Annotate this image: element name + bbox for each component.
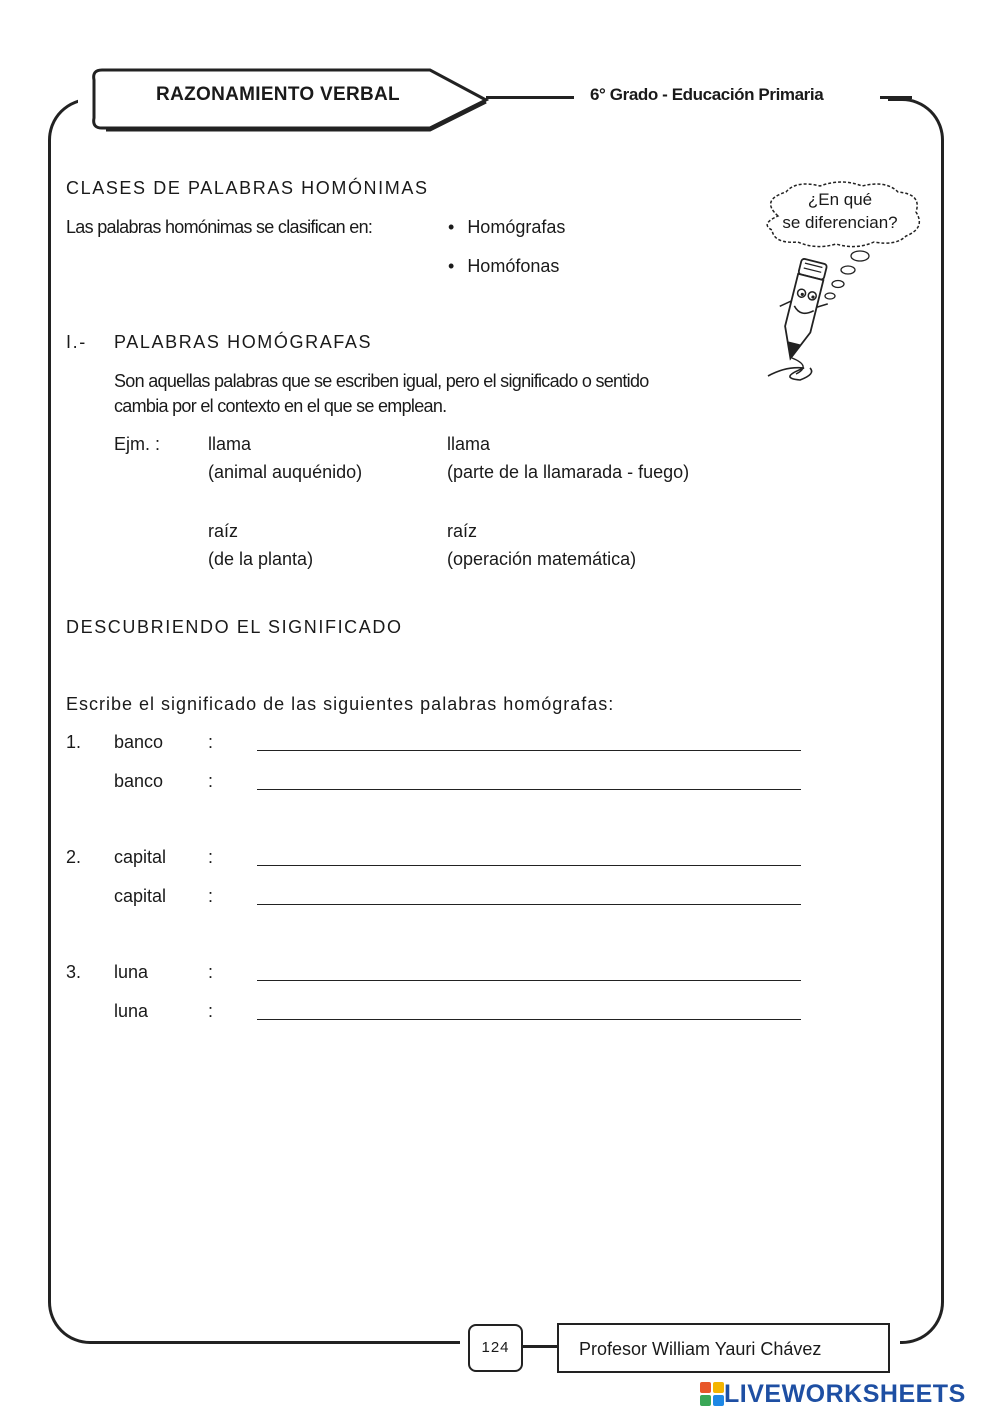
thought-line: se diferencian?: [782, 213, 898, 232]
footer-connector: [523, 1345, 557, 1348]
example-word: raíz: [447, 521, 478, 541]
section-title-homografas: PALABRAS HOMÓGRAFAS: [114, 332, 373, 352]
page-number: 124: [468, 1324, 523, 1372]
item-colon: :: [208, 732, 214, 752]
item-colon: :: [208, 886, 214, 906]
example-label: Ejm. :: [114, 434, 161, 454]
answer-line[interactable]: [257, 750, 801, 751]
item-number: 2.: [66, 847, 82, 867]
answer-line[interactable]: [257, 980, 801, 981]
author-box: Profesor William Yauri Chávez: [557, 1323, 890, 1373]
grade-label: 6° Grado - Educación Primaria: [590, 85, 824, 104]
example-meaning: (operación matemática): [447, 549, 637, 569]
liveworksheets-brand: LIVEWORKSHEETS: [724, 1379, 966, 1408]
liveworksheets-logo[interactable]: [700, 1380, 966, 1408]
item-number: 3.: [66, 962, 82, 982]
instruction: Escribe el significado de las siguientes palabras homógrafas:: [66, 694, 615, 714]
item-colon: :: [208, 962, 214, 982]
example-meaning: (parte de la llamarada - fuego): [447, 462, 690, 482]
example-meaning: (de la planta): [208, 549, 314, 569]
example-word: llama: [447, 434, 491, 454]
definition-line: Son aquellas palabras que se escriben igual, pero el significado o sentido: [114, 371, 649, 391]
item-colon: :: [208, 847, 214, 867]
type-item: • Homógrafas: [448, 217, 566, 237]
answer-line[interactable]: [257, 1019, 801, 1020]
type-item: • Homófonas: [448, 256, 560, 276]
item-number: 1.: [66, 732, 82, 752]
section-title-descubriendo: DESCUBRIENDO EL SIGNIFICADO: [66, 617, 403, 637]
item-word: banco: [114, 732, 164, 752]
thought-bubble-text: [762, 188, 918, 234]
answer-line[interactable]: [257, 904, 801, 905]
classes-intro: Las palabras homónimas se clasifican en:: [66, 217, 373, 237]
definition-line: cambia por el contexto en el que se emplean.: [114, 396, 447, 416]
section-title-clases: CLASES DE PALABRAS HOMÓNIMAS: [66, 178, 429, 198]
header-rule-right: [880, 96, 912, 99]
example-meaning: (animal auquénido): [208, 462, 363, 482]
subject-title: RAZONAMIENTO VERBAL: [156, 84, 400, 105]
item-word: luna: [114, 962, 149, 982]
item-colon: :: [208, 1001, 214, 1021]
item-word: luna: [114, 1001, 149, 1021]
answer-line[interactable]: [257, 789, 801, 790]
thought-line: ¿En qué: [807, 190, 873, 209]
pencil-icon: [768, 256, 837, 364]
answer-line[interactable]: [257, 865, 801, 866]
section-number: I.-: [66, 332, 87, 352]
example-word: raíz: [208, 521, 239, 541]
item-word: capital: [114, 847, 167, 867]
header-rule-left: [486, 96, 574, 99]
example-word: llama: [208, 434, 252, 454]
liveworksheets-icon: [700, 1382, 724, 1406]
type-label: Homófonas: [467, 256, 560, 276]
item-colon: :: [208, 771, 214, 791]
type-label: Homógrafas: [467, 217, 566, 237]
item-word: banco: [114, 771, 164, 791]
item-word: capital: [114, 886, 167, 906]
